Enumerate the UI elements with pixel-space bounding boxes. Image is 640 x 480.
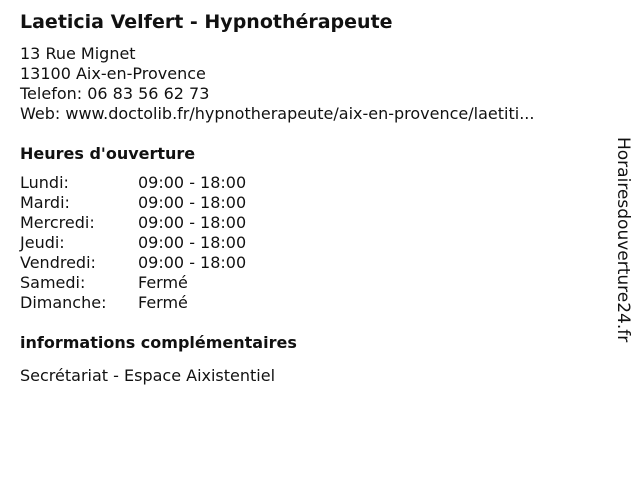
time-value: 09:00 - 18:00 <box>138 173 247 192</box>
time-value: 09:00 - 18:00 <box>138 193 247 212</box>
time-value: 09:00 - 18:00 <box>138 213 247 232</box>
additional-info-heading: informations complémentaires <box>20 333 297 352</box>
time-value: Fermé <box>138 293 188 312</box>
day-label: Lundi: <box>20 173 69 192</box>
day-label: Samedi: <box>20 273 86 292</box>
day-label: Mardi: <box>20 193 70 212</box>
day-label: Vendredi: <box>20 253 96 272</box>
city-address: 13100 Aix-en-Provence <box>20 64 206 83</box>
hours-row <box>20 173 600 193</box>
opening-hours-table <box>20 173 600 313</box>
day-label: Mercredi: <box>20 213 95 232</box>
hours-row <box>20 193 600 213</box>
day-label: Jeudi: <box>20 233 65 252</box>
time-value: 09:00 - 18:00 <box>138 233 247 252</box>
page-title: Laeticia Velfert - Hypnothérapeute <box>20 11 393 33</box>
watermark-text: Horairesdouverture24.fr <box>613 137 633 343</box>
additional-info-text: Secrétariat - Espace Aixistentiel <box>20 366 276 385</box>
phone-number: Telefon: 06 83 56 62 73 <box>20 84 210 103</box>
hours-row <box>20 213 600 233</box>
hours-row <box>20 273 600 293</box>
street-address: 13 Rue Mignet <box>20 44 136 63</box>
day-label: Dimanche: <box>20 293 107 312</box>
site-watermark <box>608 137 638 372</box>
time-value: 09:00 - 18:00 <box>138 253 247 272</box>
opening-hours-heading: Heures d'ouverture <box>20 144 196 163</box>
hours-row <box>20 293 600 313</box>
time-value: Fermé <box>138 273 188 292</box>
hours-row <box>20 253 600 273</box>
hours-row <box>20 233 600 253</box>
website-link[interactable]: Web: www.doctolib.fr/hypnotherapeute/aix-en-provence/laetiti... <box>20 104 535 123</box>
business-card <box>20 10 600 386</box>
